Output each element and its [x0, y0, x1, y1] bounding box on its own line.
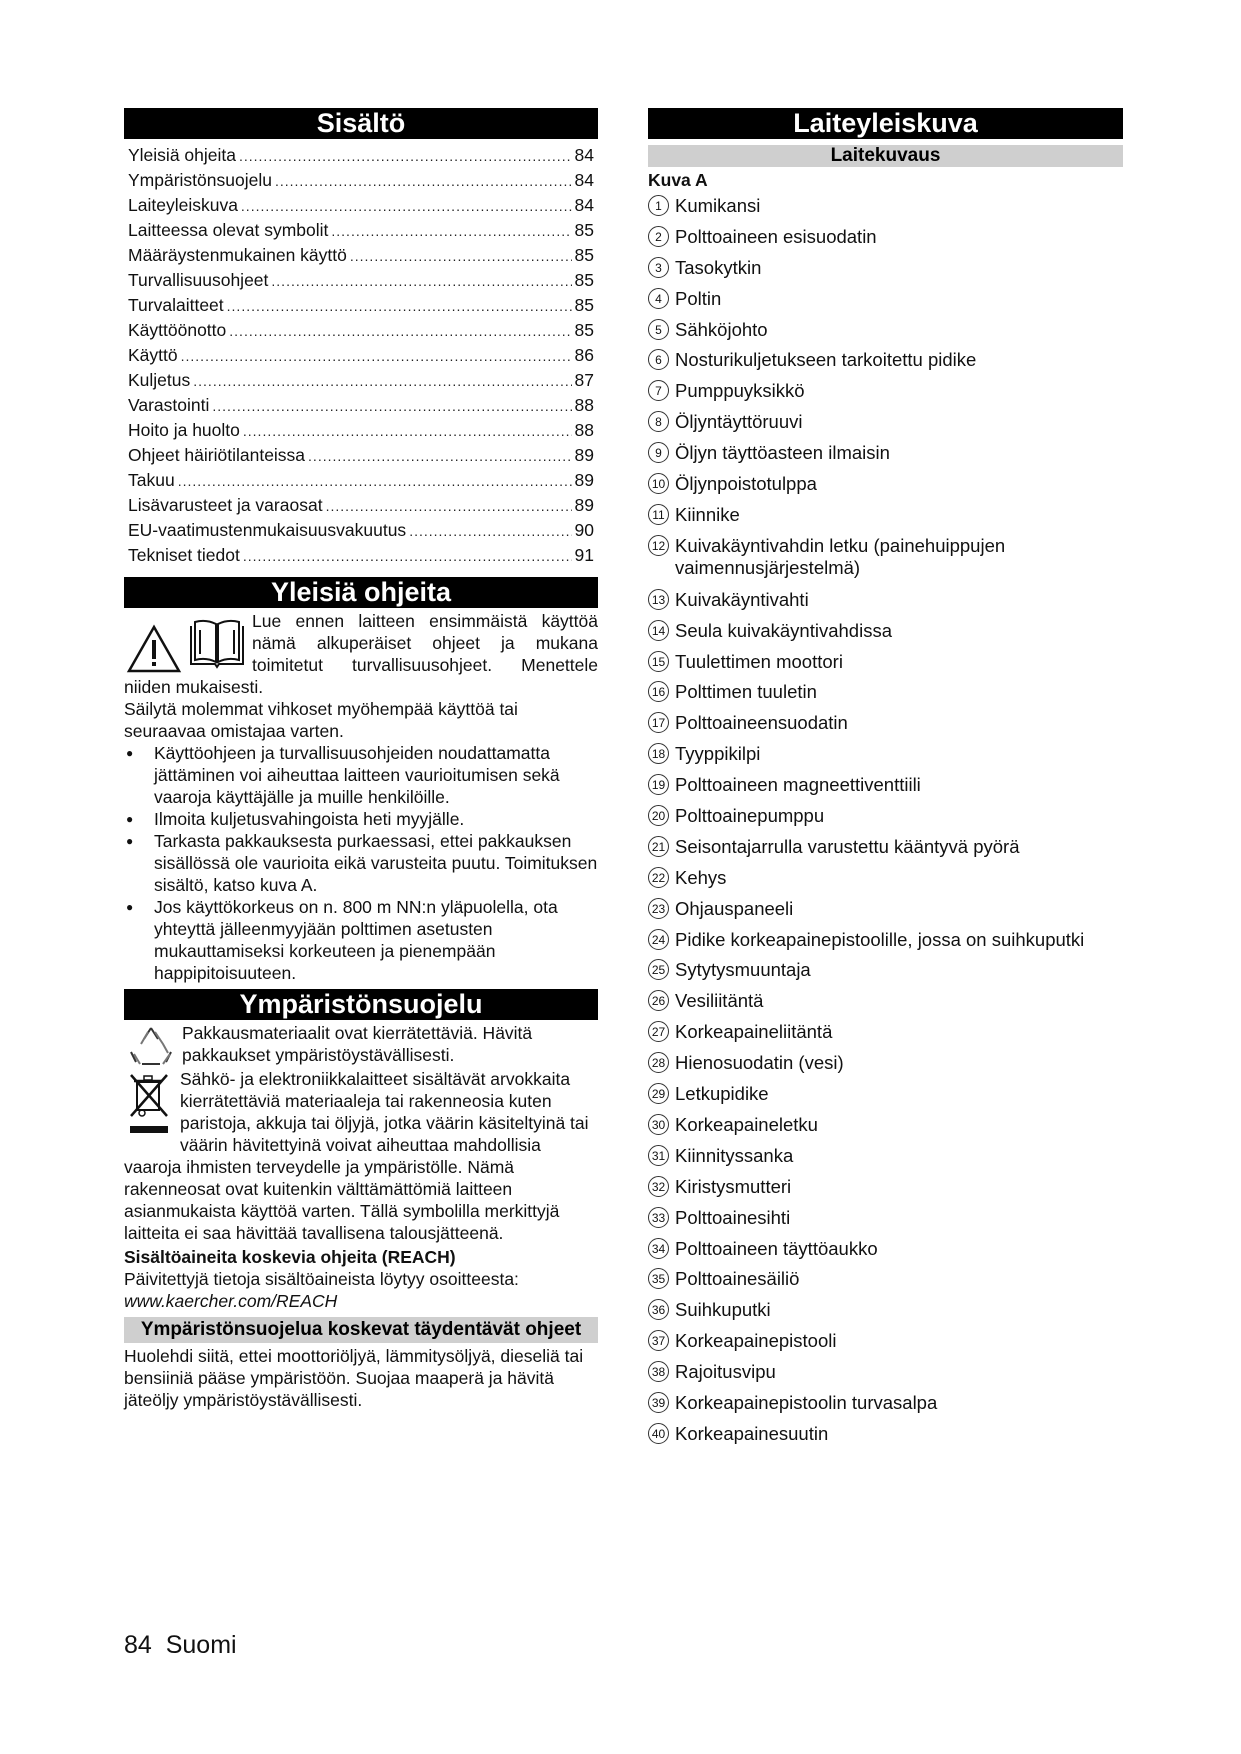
- toc-leader-dots: [271, 269, 571, 294]
- part-item: [648, 442, 1123, 464]
- figure-label: Kuva A: [648, 170, 708, 190]
- toc-entry-label: Varastointi: [128, 395, 210, 415]
- part-label: Pidike korkeapainepistoolille, jossa on suihkuputki: [675, 928, 1085, 950]
- toc-leader-dots: [178, 469, 572, 494]
- toc-entry-page: 88: [574, 395, 594, 415]
- toc-leader-dots: [229, 319, 571, 344]
- part-item: [648, 1207, 1123, 1229]
- toc-entry-page: 84: [574, 145, 594, 165]
- toc-entry-label: Takuu: [128, 470, 175, 490]
- part-number-badge: 36: [648, 1299, 669, 1320]
- part-number-badge: 13: [648, 589, 669, 610]
- part-number-badge: 7: [648, 380, 669, 401]
- part-number-badge: 22: [648, 867, 669, 888]
- part-item: [648, 1299, 1123, 1321]
- toc-entry[interactable]: [128, 443, 594, 468]
- part-number-badge: 8: [648, 411, 669, 432]
- general-section: [124, 610, 598, 698]
- toc-entry-page: 84: [574, 195, 594, 215]
- reach-text: Päivitettyjä tietoja sisältöaineista löytyy osoitteesta:: [124, 1269, 519, 1289]
- toc-entry-label: Tekniset tiedot: [128, 545, 240, 565]
- manual-book-icon: [188, 618, 246, 670]
- toc-entry[interactable]: [128, 343, 594, 368]
- toc-entry[interactable]: [128, 243, 594, 268]
- part-label: Öljyntäyttöruuvi: [675, 411, 803, 433]
- part-number-badge: 29: [648, 1083, 669, 1104]
- toc-title: Sisältö: [124, 108, 598, 139]
- part-label: Ohjauspaneeli: [675, 897, 794, 919]
- toc-entry-page: 89: [574, 445, 594, 465]
- general-keep-text: Säilytä molemmat vihkoset myöhempää käyttöä tai seuraavaa omistajaa varten.: [124, 699, 518, 741]
- toc-entry-page: 90: [574, 520, 594, 540]
- toc-entry-label: Yleisiä ohjeita: [128, 145, 236, 165]
- toc-leader-dots: [243, 419, 572, 444]
- part-item: [648, 929, 1123, 951]
- part-item: [648, 349, 1123, 371]
- part-label: Polttoaineen magneettiventtiili: [675, 774, 921, 796]
- env-electronics-section: [124, 1068, 598, 1244]
- part-number-badge: 3: [648, 257, 669, 278]
- toc-entry[interactable]: [128, 318, 594, 343]
- toc-entry-label: Hoito ja huolto: [128, 420, 240, 440]
- toc-entry[interactable]: [128, 418, 594, 443]
- part-number-badge: 18: [648, 743, 669, 764]
- general-title: Yleisiä ohjeita: [124, 577, 598, 608]
- toc-entry-label: Määräystenmukainen käyttö: [128, 245, 347, 265]
- part-item: [648, 1330, 1123, 1352]
- part-item: [648, 1145, 1123, 1167]
- part-label: Pumppuyksikkö: [675, 380, 805, 402]
- page-footer: [124, 1630, 237, 1660]
- part-label: Polttoaineen esisuodatin: [675, 225, 877, 247]
- part-number-badge: 14: [648, 620, 669, 641]
- toc-entry[interactable]: [128, 168, 594, 193]
- env-extra-text: Huolehdi siitä, ettei moottoriöljyä, lämmitysöljyä, dieseliä tai bensiiniä pääse ympäristöön. Suojaa maaperä ja hävitä jäteöljy ympäristöystävällisesti.: [124, 1346, 584, 1410]
- toc-entry-label: Ympäristönsuojelu: [128, 170, 272, 190]
- part-label: Kuivakäyntivahti: [675, 588, 809, 610]
- toc-entry-page: 85: [574, 320, 594, 340]
- toc-entry[interactable]: [128, 393, 594, 418]
- toc-entry[interactable]: [128, 218, 594, 243]
- reach-link[interactable]: www.kaercher.com/REACH: [124, 1291, 338, 1311]
- part-item: [648, 743, 1123, 765]
- part-item: [648, 712, 1123, 734]
- toc-leader-dots: [409, 519, 571, 544]
- part-label: Öljynpoistotulppa: [675, 473, 817, 495]
- part-label: Polttimen tuuletin: [675, 681, 817, 703]
- part-item: [648, 867, 1123, 889]
- part-item: [648, 1176, 1123, 1198]
- part-number-badge: 20: [648, 805, 669, 826]
- part-number-badge: 9: [648, 442, 669, 463]
- toc-entry[interactable]: [128, 468, 594, 493]
- bullet-item: ● Ilmoita kuljetusvahingoista heti myyjälle.: [124, 808, 598, 830]
- part-label: Sytytysmuuntaja: [675, 959, 811, 981]
- toc-entry-label: Laiteyleiskuva: [128, 195, 238, 215]
- part-label: Rajoitusvipu: [675, 1361, 776, 1383]
- part-item: [648, 589, 1123, 611]
- toc-entry-label: Laitteessa olevat symbolit: [128, 220, 329, 240]
- part-label: Kuivakäyntivahdin letku (painehuippujen vaimennusjärjestelmä): [675, 534, 1006, 578]
- toc-entry-label: Käyttö: [128, 345, 178, 365]
- part-label: Tyyppikilpi: [675, 743, 761, 765]
- toc-leader-dots: [275, 169, 572, 194]
- reach-heading: Sisältöaineita koskevia ohjeita (REACH): [124, 1247, 456, 1267]
- left-column: [124, 108, 598, 1411]
- parts-list: [648, 195, 1123, 1445]
- part-item: [648, 535, 1123, 579]
- warning-triangle-icon: [126, 624, 182, 674]
- part-item: [648, 651, 1123, 673]
- part-number-badge: 19: [648, 774, 669, 795]
- toc-entry-label: EU-vaatimustenmukaisuusvakuutus: [128, 520, 407, 540]
- part-item: [648, 1361, 1123, 1383]
- warning-manual-icons: [124, 610, 252, 676]
- part-label: Kiristysmutteri: [675, 1175, 792, 1197]
- part-number-badge: 40: [648, 1423, 669, 1444]
- part-item: [648, 1021, 1123, 1043]
- part-label: Kiinnike: [675, 503, 740, 525]
- toc-entry[interactable]: [128, 293, 594, 318]
- recycling-icon: [128, 1024, 174, 1068]
- toc-entry-page: 84: [574, 170, 594, 190]
- part-label: Korkeapainepistooli: [675, 1330, 837, 1352]
- part-label: Polttoaineen täyttöaukko: [675, 1237, 878, 1259]
- part-number-badge: 32: [648, 1176, 669, 1197]
- part-item: [648, 473, 1123, 495]
- part-number-badge: 12: [648, 535, 669, 556]
- part-number-badge: 1: [648, 195, 669, 216]
- part-label: Korkeapainepistoolin turvasalpa: [675, 1391, 938, 1413]
- part-item: [648, 380, 1123, 402]
- part-number-badge: 24: [648, 929, 669, 950]
- part-label: Suihkuputki: [675, 1299, 771, 1321]
- part-item: [648, 288, 1123, 310]
- part-number-badge: 34: [648, 1238, 669, 1259]
- toc-leader-dots: [331, 219, 571, 244]
- bullet-item: ● Jos käyttökorkeus on n. 800 m NN:n yläpuolella, ota yhteyttä jälleenmyyjään polttimen asetusten mukauttamiseksi korkeuteen ja pienempään happipitoisuuteen.: [124, 896, 598, 984]
- part-label: Tuulettimen moottori: [675, 650, 843, 672]
- part-number-badge: 17: [648, 712, 669, 733]
- toc-entry[interactable]: [128, 493, 594, 518]
- part-label: Polttoaineensuodatin: [675, 712, 848, 734]
- toc-leader-dots: [181, 344, 572, 369]
- toc-entry-label: Ohjeet häiriötilanteissa: [128, 445, 306, 465]
- toc-leader-dots: [243, 544, 572, 569]
- toc-entry-page: 87: [574, 370, 594, 390]
- part-item: [648, 1083, 1123, 1105]
- part-number-badge: 23: [648, 898, 669, 919]
- part-item: [648, 805, 1123, 827]
- toc-entry[interactable]: [128, 143, 594, 168]
- part-label: Kiinnityssanka: [675, 1144, 794, 1166]
- toc-leader-dots: [212, 394, 571, 419]
- part-label: Vesiliitäntä: [675, 990, 764, 1012]
- toc-entry-label: Lisävarusteet ja varaosat: [128, 495, 323, 515]
- toc-entry-label: Turvalaitteet: [128, 295, 224, 315]
- part-item: [648, 226, 1123, 248]
- part-number-badge: 33: [648, 1207, 669, 1228]
- part-label: Tasokytkin: [675, 256, 762, 278]
- part-item: [648, 836, 1123, 858]
- part-number-badge: 28: [648, 1052, 669, 1073]
- part-number-badge: 4: [648, 288, 669, 309]
- page-number: 84: [124, 1631, 152, 1659]
- toc-entry-page: 86: [574, 345, 594, 365]
- toc-leader-dots: [239, 144, 572, 169]
- toc-entry-page: 89: [574, 470, 594, 490]
- part-item: [648, 1268, 1123, 1290]
- part-item: [648, 959, 1123, 981]
- toc-entry-page: 85: [574, 270, 594, 290]
- part-number-badge: 11: [648, 504, 669, 525]
- part-item: [648, 620, 1123, 642]
- toc-entry-page: 85: [574, 295, 594, 315]
- overview-subtitle: Laitekuvaus: [648, 145, 1123, 167]
- toc-entry-page: 89: [574, 495, 594, 515]
- part-number-badge: 31: [648, 1145, 669, 1166]
- bullet-item: ● Käyttöohjeen ja turvallisuusohjeiden noudattamatta jättäminen voi aiheuttaa laitteen vaurioitumisen sekä vaaroja käyttäjälle ja muille henkilöille.: [124, 742, 598, 808]
- part-item: [648, 1114, 1123, 1136]
- toc-entry-label: Käyttöönotto: [128, 320, 227, 340]
- part-number-badge: 39: [648, 1392, 669, 1413]
- part-number-badge: 6: [648, 349, 669, 370]
- part-label: Nosturikuljetukseen tarkoitettu pidike: [675, 349, 977, 371]
- part-number-badge: 38: [648, 1361, 669, 1382]
- part-label: Letkupidike: [675, 1083, 769, 1105]
- part-item: [648, 774, 1123, 796]
- toc-entry-page: 85: [574, 220, 594, 240]
- part-number-badge: 37: [648, 1330, 669, 1351]
- part-number-badge: 35: [648, 1268, 669, 1289]
- part-number-badge: 5: [648, 319, 669, 340]
- bullet-item: ● Tarkasta pakkauksesta purkaessasi, ettei pakkauksen sisällössä ole vaurioita eikä varusteita puutu. Toimituksen sisältö, katso kuva A.: [124, 830, 598, 896]
- toc-entry-page: 85: [574, 245, 594, 265]
- crossed-bin-icon: [128, 1070, 170, 1138]
- part-item: [648, 1392, 1123, 1414]
- toc-entry[interactable]: [128, 543, 594, 568]
- toc-entry-page: 91: [574, 545, 594, 565]
- part-number-badge: 21: [648, 836, 669, 857]
- toc-entry[interactable]: [128, 368, 594, 393]
- part-label: Seisontajarrulla varustettu kääntyvä pyörä: [675, 835, 1020, 857]
- part-label: Sähköjohto: [675, 318, 768, 340]
- part-item: [648, 1238, 1123, 1260]
- env-electronics: Sähkö- ja elektroniikkalaitteet sisältävät arvokkaita kierrätettäviä materiaaleja tai rakenneosia kuten paristoja, akkuja tai öljyjä, jotka väärin käsiteltyinä tai väärin hävitettyinä voivat aiheuttaa mahdollisia vaaroja ihmisten terveydelle ja ympäristölle. Nämä rakenneosat ovat kuitenkin välttämättömiä laitteen asianmukaista käyttöä varten. Tällä symbolilla merkittyjä laitteita ei saa hävittää tavallisena talousjätteenä.: [124, 1069, 589, 1243]
- part-item: [648, 1052, 1123, 1074]
- part-item: [648, 195, 1123, 217]
- part-item: [648, 319, 1123, 341]
- general-bullet-list: [124, 742, 598, 984]
- part-item: [648, 411, 1123, 433]
- part-label: Korkeapaineletku: [675, 1113, 818, 1135]
- table-of-contents: [124, 143, 598, 568]
- part-item: [648, 1423, 1123, 1445]
- toc-leader-dots: [326, 494, 572, 519]
- part-label: Kehys: [675, 866, 727, 888]
- env-extra-title: Ympäristönsuojelua koskevat täydentävät ohjeet: [124, 1317, 598, 1343]
- toc-entry[interactable]: [128, 268, 594, 293]
- part-label: Hienosuodatin (vesi): [675, 1052, 844, 1074]
- part-number-badge: 26: [648, 990, 669, 1011]
- toc-entry[interactable]: [128, 518, 594, 543]
- part-label: Korkeapaineliitäntä: [675, 1021, 833, 1043]
- toc-leader-dots: [350, 244, 572, 269]
- toc-entry-label: Kuljetus: [128, 370, 191, 390]
- part-item: [648, 681, 1123, 703]
- part-item: [648, 257, 1123, 279]
- part-label: Polttoainesihti: [675, 1206, 791, 1228]
- env-title: Ympäristönsuojelu: [124, 989, 598, 1020]
- toc-entry[interactable]: [128, 193, 594, 218]
- toc-leader-dots: [308, 444, 571, 469]
- env-packaging-section: [124, 1022, 598, 1068]
- part-number-badge: 15: [648, 651, 669, 672]
- part-label: Öljyn täyttöasteen ilmaisin: [675, 442, 890, 464]
- part-number-badge: 25: [648, 959, 669, 980]
- toc-leader-dots: [193, 369, 571, 394]
- part-label: Kumikansi: [675, 195, 761, 216]
- part-item: [648, 990, 1123, 1012]
- part-label: Korkeapainesuutin: [675, 1422, 829, 1444]
- toc-leader-dots: [241, 194, 572, 219]
- part-number-badge: 10: [648, 473, 669, 494]
- toc-leader-dots: [227, 294, 572, 319]
- part-label: Poltin: [675, 287, 722, 309]
- part-number-badge: 2: [648, 226, 669, 247]
- overview-title: Laiteyleiskuva: [648, 108, 1123, 139]
- toc-entry-page: 88: [574, 420, 594, 440]
- page-language: Suomi: [165, 1631, 237, 1659]
- part-number-badge: 30: [648, 1114, 669, 1135]
- right-column: [648, 108, 1123, 1454]
- general-intro: Lue ennen laitteen ensimmäistä käyttöä nämä alkuperäiset ohjeet ja mukana toimitetut turvallisuusohjeet. Menettele niiden mukaisesti.: [124, 611, 598, 697]
- part-item: [648, 504, 1123, 526]
- part-item: [648, 898, 1123, 920]
- toc-entry-label: Turvallisuusohjeet: [128, 270, 269, 290]
- part-number-badge: 16: [648, 681, 669, 702]
- part-number-badge: 27: [648, 1021, 669, 1042]
- env-packaging: Pakkausmateriaalit ovat kierrätettäviä. Hävitä pakkaukset ympäristöystävällisesti.: [182, 1023, 533, 1065]
- part-label: Polttoainesäiliö: [675, 1268, 800, 1290]
- part-label: Polttoainepumppu: [675, 805, 825, 827]
- part-label: Seula kuivakäyntivahdissa: [675, 619, 892, 641]
